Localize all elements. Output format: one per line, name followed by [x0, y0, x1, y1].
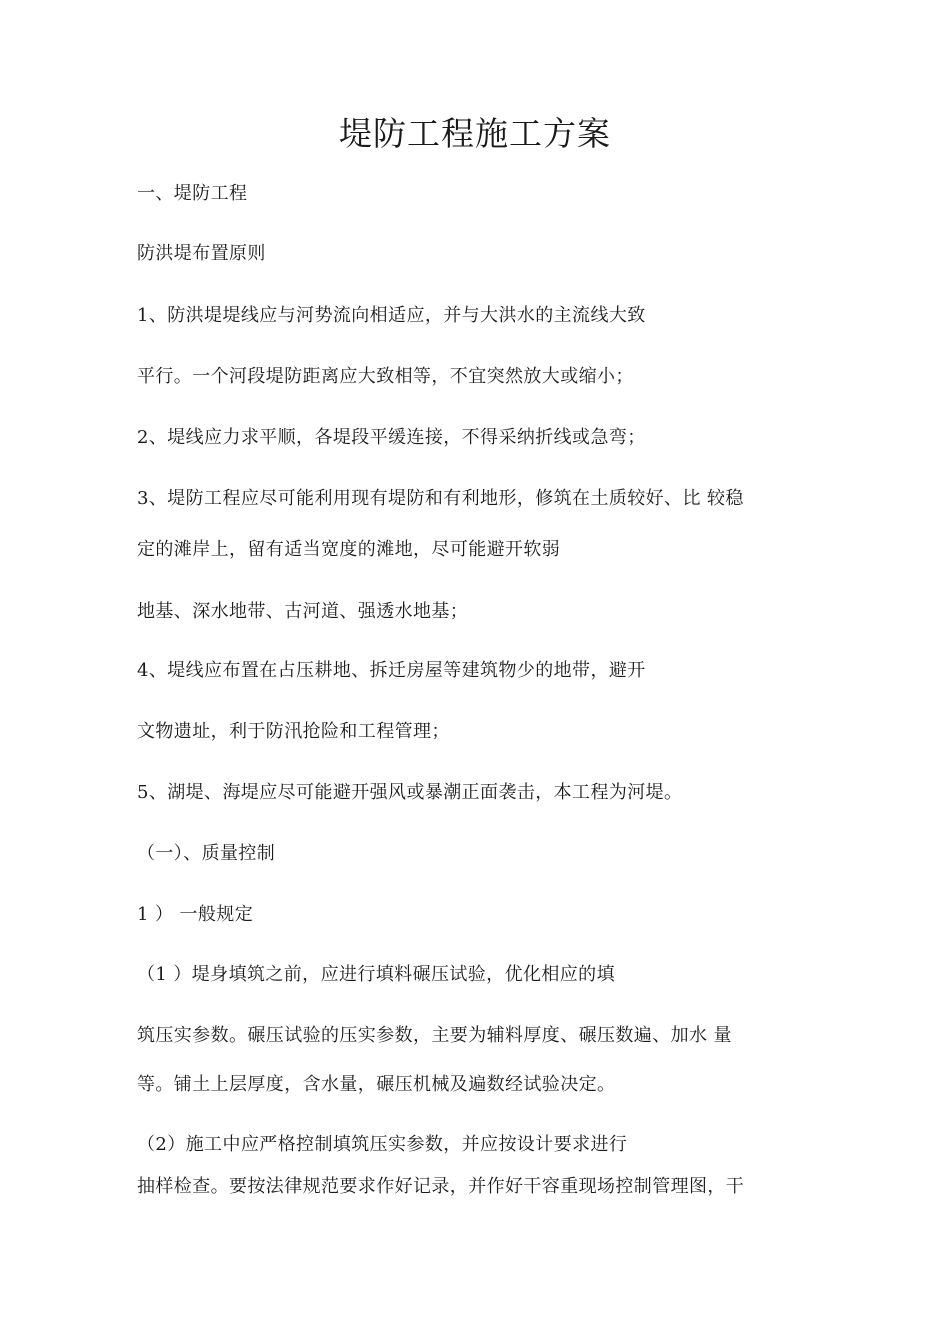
- subheading-general-rules: 1 ） 一般规定: [137, 904, 254, 925]
- section-heading-embankment: 一、堤防工程: [137, 183, 248, 204]
- section-heading-quality-control: （一）、质量控制: [137, 843, 276, 864]
- document-title: 堤防工程施工方案: [339, 114, 611, 153]
- paragraph-line: （2）施工中应严格控制填筑压实参数，并应按设计要求进行: [137, 1134, 628, 1155]
- paragraph-line: 3、堤防工程应尽可能利用现有堤防和有利地形，修筑在土质较好、比 较稳: [137, 488, 744, 509]
- paragraph-line: 地基、深水地带、古河道、强透水地基；: [137, 601, 469, 622]
- paragraph-line: 5、湖堤、海堤应尽可能避开强风或暴潮正面袭击，本工程为河堤。: [137, 782, 683, 803]
- subheading-layout-principles: 防洪堤布置原则: [137, 243, 266, 264]
- paragraph-line: 2、堤线应力求平顺，各堤段平缓连接，不得采纳折线或急弯；: [137, 427, 646, 448]
- paragraph-line: （1 ）堤身填筑之前，应进行填料碾压试验，优化相应的填: [137, 964, 615, 985]
- paragraph-line: 平行。一个河段堤防距离应大致相等，不宜突然放大或缩小；: [137, 366, 634, 387]
- paragraph-line: 文物遗址，利于防汛抢险和工程管理；: [137, 721, 450, 742]
- paragraph-line: 定的滩岸上，留有适当宽度的滩地，尽可能避开软弱: [137, 539, 561, 560]
- paragraph-line: 4、堤线应布置在占压耕地、拆迁房屋等建筑物少的地带，避开: [137, 660, 646, 681]
- paragraph-line: 等。铺土上层厚度，含水量，碾压机械及遍数经试验决定。: [137, 1074, 616, 1095]
- paragraph-line: 抽样检查。要按法律规范要求作好记录，并作好干容重现场控制管理图，干: [137, 1176, 745, 1197]
- paragraph-line: 筑压实参数。碾压试验的压实参数，主要为辅料厚度、碾压数遍、加水 量: [137, 1025, 732, 1046]
- paragraph-line: 1、防洪堤堤线应与河势流向相适应，并与大洪水的主流线大致: [137, 305, 646, 326]
